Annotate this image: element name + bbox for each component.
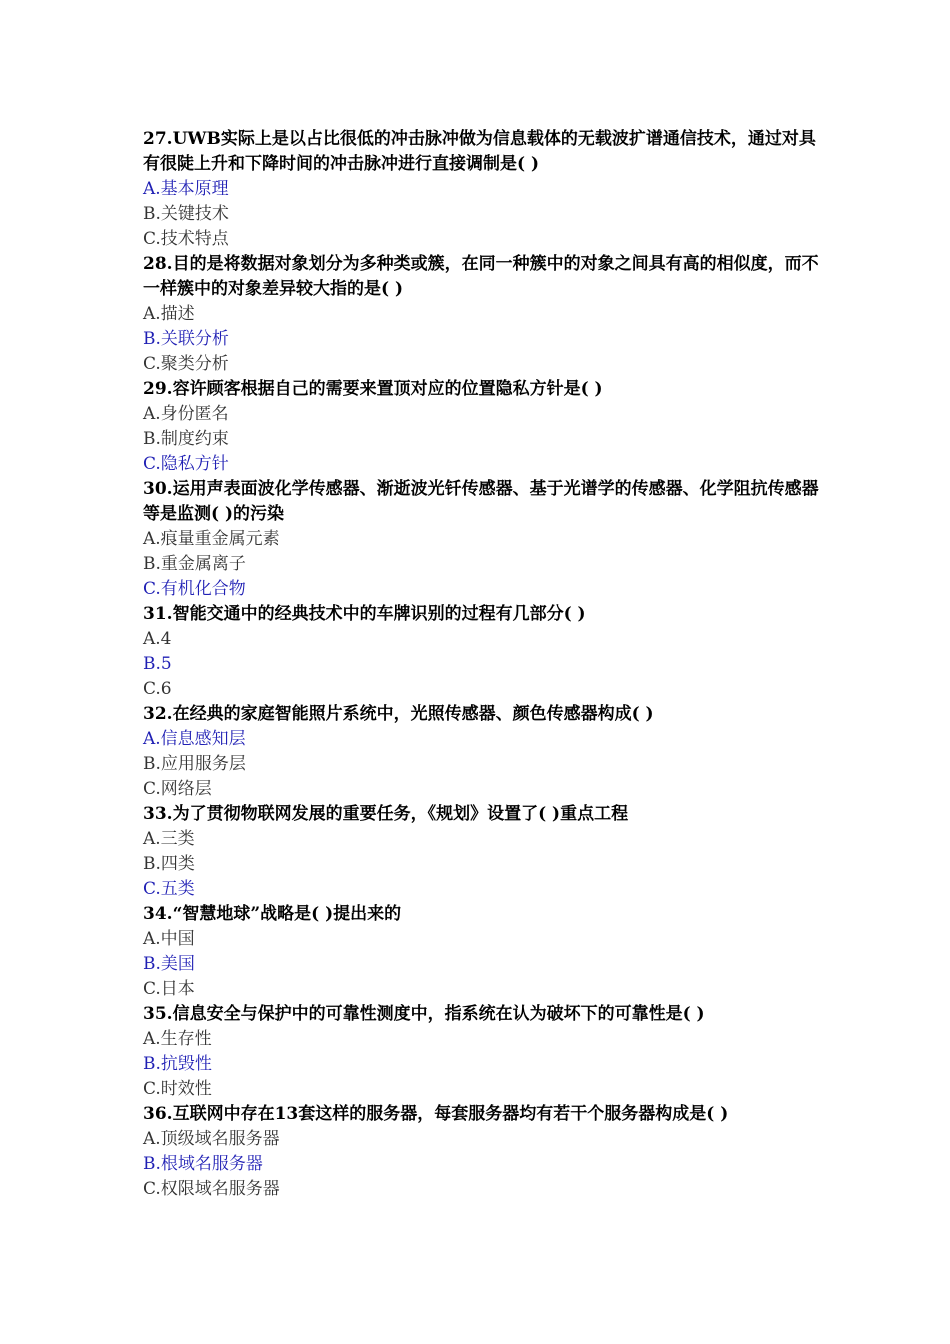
option-b: B.5: [143, 654, 172, 674]
question-block-36: [143, 1102, 823, 1202]
option-c: C.聚类分析: [143, 354, 229, 374]
option-a: A.顶级域名服务器: [143, 1129, 280, 1149]
question-text: 31.智能交通中的经典技术中的车牌识别的过程有几部分( ): [143, 604, 586, 624]
option-b: B.四类: [143, 854, 195, 874]
option-b: B.关键技术: [143, 204, 229, 224]
question-text: 28.目的是将数据对象划分为多种类或簇，在同一种簇中的对象之间具有高的相似度，而不一样簇中的对象差异较大指的是( ): [143, 254, 819, 299]
option-b: B.应用服务层: [143, 754, 246, 774]
question-text: 34.“智慧地球”战略是( )提出来的: [143, 904, 402, 924]
question-text: 36.互联网中存在13套这样的服务器，每套服务器均有若干个服务器构成是( ): [143, 1104, 729, 1124]
option-c: C.6: [143, 679, 172, 699]
question-block-28: [143, 252, 823, 377]
option-a: A.生存性: [143, 1029, 212, 1049]
option-a: A.信息感知层: [143, 729, 246, 749]
option-c: C.有机化合物: [143, 579, 246, 599]
option-c: C.时效性: [143, 1079, 212, 1099]
option-b: B.制度约束: [143, 429, 229, 449]
option-c: C.隐私方针: [143, 454, 229, 474]
question-text: 33.为了贯彻物联网发展的重要任务，《规划》设置了( )重点工程: [143, 804, 629, 824]
option-c: C.权限域名服务器: [143, 1179, 280, 1199]
option-a: A.身份匿名: [143, 404, 229, 424]
question-text: 27.UWB实际上是以占比很低的冲击脉冲做为信息载体的无载波扩谱通信技术，通过对具有很陡上升和下降时间的冲击脉冲进行直接调制是( ): [143, 129, 816, 174]
document-page: [143, 127, 823, 1202]
option-b: B.重金属离子: [143, 554, 246, 574]
option-a: A.痕量重金属元素: [143, 529, 280, 549]
question-block-29: [143, 377, 823, 477]
option-c: C.技术特点: [143, 229, 229, 249]
option-c: C.日本: [143, 979, 195, 999]
option-a: A.基本原理: [143, 179, 229, 199]
option-b: B.关联分析: [143, 329, 229, 349]
question-text: 35.信息安全与保护中的可靠性测度中，指系统在认为破坏下的可靠性是( ): [143, 1004, 705, 1024]
option-a: A.描述: [143, 304, 195, 324]
question-text: 29.容许顾客根据自己的需要来置顶对应的位置隐私方针是( ): [143, 379, 603, 399]
question-block-31: [143, 602, 823, 702]
question-block-34: [143, 902, 823, 1002]
option-b: B.根域名服务器: [143, 1154, 263, 1174]
question-block-32: [143, 702, 823, 802]
option-c: C.网络层: [143, 779, 212, 799]
question-text: 30.运用声表面波化学传感器、渐逝波光钎传感器、基于光谱学的传感器、化学阻抗传感器等是监测( )的污染: [143, 479, 819, 524]
option-a: A.中国: [143, 929, 195, 949]
question-text: 32.在经典的家庭智能照片系统中，光照传感器、颜色传感器构成( ): [143, 704, 654, 724]
option-a: A.三类: [143, 829, 195, 849]
option-b: B.抗毁性: [143, 1054, 212, 1074]
question-block-27: [143, 127, 823, 252]
question-block-35: [143, 1002, 823, 1102]
option-b: B.美国: [143, 954, 195, 974]
option-a: A.4: [143, 629, 172, 649]
option-c: C.五类: [143, 879, 195, 899]
question-block-30: [143, 477, 823, 602]
question-block-33: [143, 802, 823, 902]
